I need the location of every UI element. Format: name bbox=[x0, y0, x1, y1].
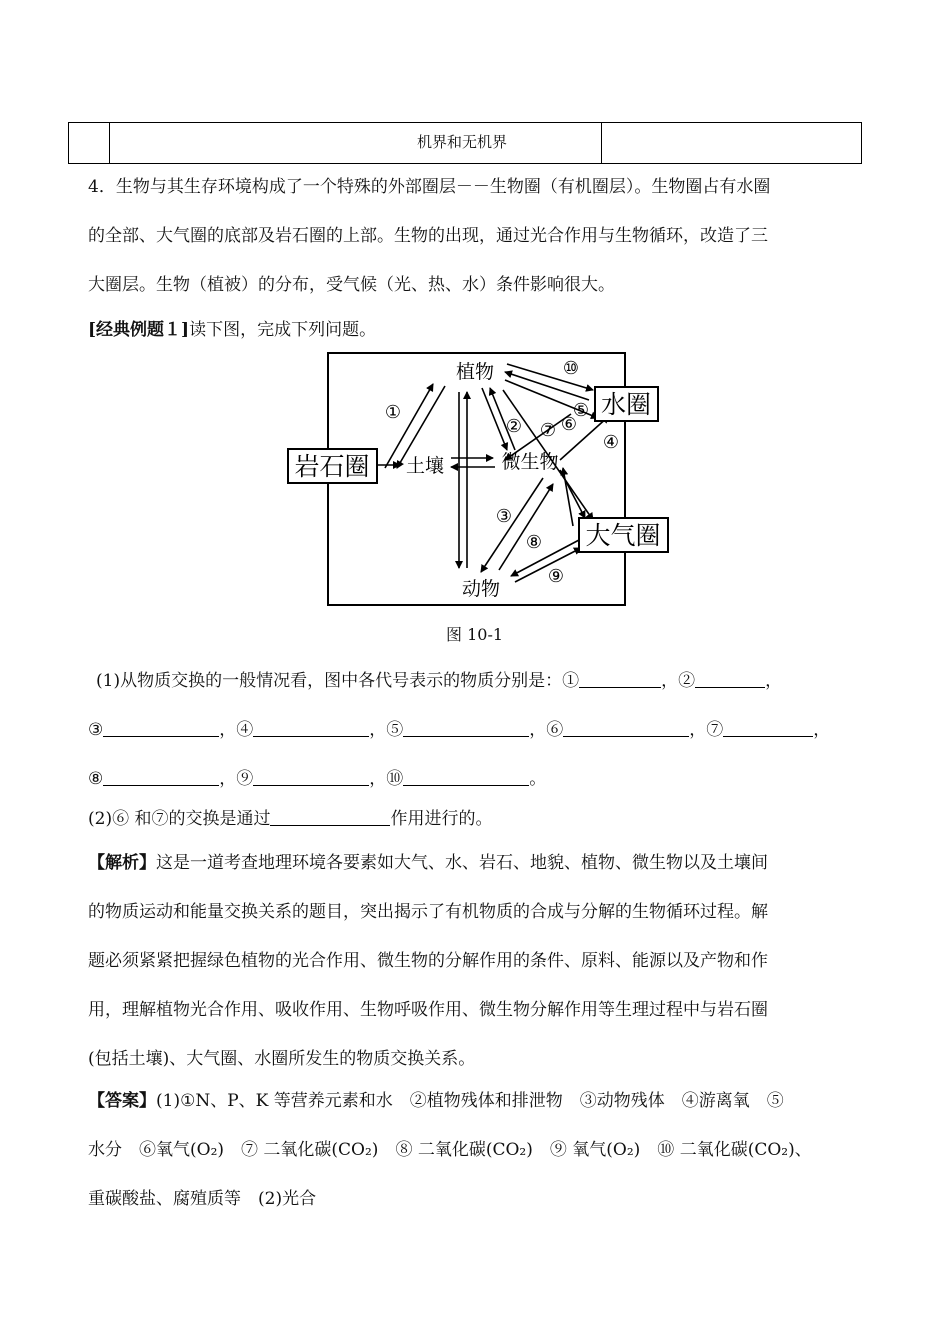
answer-line: 重碳酸盐、腐殖质等 (2)光合 bbox=[88, 1189, 317, 1209]
analysis-line: 题必须紧紧把握绿色植物的光合作用、微生物的分解作用的条件、原料、能源以及产物和作 bbox=[88, 951, 768, 971]
item-label: ① bbox=[562, 671, 580, 691]
analysis-line: (包括土壤)、大气圈、水圈所发生的物质交换关系。 bbox=[88, 1049, 476, 1069]
example-label: [经典例题１] bbox=[88, 320, 190, 340]
figure-caption: 图 10-1 bbox=[446, 625, 504, 644]
analysis-line: 用，理解植物光合作用、吸收作用、生物呼吸作用、微生物分解作用等生理过程中与岩石圈 bbox=[88, 1000, 768, 1020]
item-label: ⑩ bbox=[386, 769, 404, 789]
marker-10: ⑩ bbox=[562, 358, 580, 379]
analysis-line: 的物质运动和能量交换关系的题目，突出揭示了有机物质的合成与分解的生物循环过程。解 bbox=[88, 902, 768, 922]
answer-blank[interactable] bbox=[403, 768, 529, 786]
marker-9: ⑨ bbox=[547, 566, 565, 587]
paragraph-line: 的全部、大气圈的底部及岩石圈的上部。生物的出现，通过光合作用与生物循环，改造了三 bbox=[88, 226, 768, 246]
table-fragment bbox=[68, 122, 862, 164]
question2-suffix: 作用进行的。 bbox=[390, 809, 493, 829]
microbes-node: 微生物 bbox=[501, 451, 559, 473]
example-heading bbox=[88, 315, 376, 340]
question1-line: ③ ，④ ，⑤ ，⑥ ，⑦ ， bbox=[88, 720, 831, 740]
analysis-label: 【解析】 bbox=[88, 853, 156, 873]
answer-text: (1)①N、P、K 等营养元素和水 ②植物残体和排泄物 ③动物残体 ④游离氧 ⑤ bbox=[156, 1091, 784, 1111]
answer-blank[interactable] bbox=[253, 768, 369, 786]
marker-4: ④ bbox=[602, 432, 620, 453]
animals-node: 动物 bbox=[461, 578, 501, 600]
item-label: ⑨ bbox=[236, 769, 254, 789]
example-text: 读下图，完成下列问题。 bbox=[189, 320, 377, 340]
analysis-line bbox=[88, 848, 768, 873]
soil-node: 土壤 bbox=[405, 455, 445, 477]
answer-line: 水分 ⑥氧气(O₂) ⑦ 二氧化碳(CO₂) ⑧ 二氧化碳(CO₂) ⑨ 氧气(O₂) ⑩ 二氧化碳(CO₂)、 bbox=[88, 1140, 812, 1160]
answer-blank[interactable] bbox=[695, 670, 765, 688]
marker-1: ① bbox=[384, 402, 402, 423]
question1-line: (1)从物质交换的一般情况看，图中各代号表示的物质分别是：① ，② ， bbox=[96, 671, 783, 691]
answer-blank[interactable] bbox=[563, 719, 689, 737]
item-label: ⑤ bbox=[386, 720, 404, 740]
item-label: ⑦ bbox=[706, 720, 724, 740]
marker-2: ② bbox=[505, 416, 523, 437]
marker-6: ⑥ bbox=[560, 414, 578, 435]
analysis-text: 这是一道考查地理环境各要素如大气、水、岩石、地貌、植物、微生物以及土壤间 bbox=[156, 853, 768, 873]
answer-blank[interactable] bbox=[579, 670, 661, 688]
atmosphere-node: 大气圈 bbox=[585, 521, 661, 550]
paragraph-line: 大圈层。生物（植被）的分布，受气候（光、热、水）条件影响很大。 bbox=[88, 275, 615, 295]
answer-line bbox=[88, 1086, 784, 1111]
paragraph-line: 4．生物与其生存环境构成了一个特殊的外部圈层－－生物圈（有机圈层）。生物圈占有水圈 bbox=[88, 177, 771, 197]
marker-7: ⑦ bbox=[539, 420, 557, 441]
water-node: 水圈 bbox=[600, 390, 652, 419]
answer-blank[interactable] bbox=[403, 719, 529, 737]
question2-prefix: (2)⑥ 和⑦的交换是通过 bbox=[88, 809, 271, 829]
item-label: ⑧ bbox=[88, 769, 104, 789]
answer-blank[interactable] bbox=[103, 719, 219, 737]
answer-blank[interactable] bbox=[103, 768, 219, 786]
material-exchange-diagram bbox=[285, 350, 680, 608]
table-divider bbox=[601, 123, 602, 163]
item-label: ④ bbox=[236, 720, 254, 740]
marker-3: ③ bbox=[495, 506, 513, 527]
rock-node: 岩石圈 bbox=[294, 452, 370, 481]
plants-node: 植物 bbox=[455, 361, 495, 383]
answer-blank[interactable] bbox=[723, 719, 813, 737]
table-cell: 机界和无机界 bbox=[417, 133, 508, 151]
answer-label: 【答案】 bbox=[88, 1091, 156, 1111]
table-divider bbox=[109, 123, 110, 163]
item-label: ② bbox=[678, 671, 696, 691]
marker-8: ⑧ bbox=[525, 532, 543, 553]
item-label: ⑥ bbox=[546, 720, 564, 740]
question1-prefix: (1)从物质交换的一般情况看，图中各代号表示的物质分别是： bbox=[96, 671, 563, 691]
marker-5: ⑤ bbox=[572, 400, 590, 421]
question2-line bbox=[88, 804, 492, 829]
question1-line: ⑧ ，⑨ ，⑩ 。 bbox=[88, 769, 547, 789]
answer-blank[interactable] bbox=[270, 808, 390, 826]
answer-blank[interactable] bbox=[253, 719, 369, 737]
item-label: ③ bbox=[88, 720, 104, 740]
